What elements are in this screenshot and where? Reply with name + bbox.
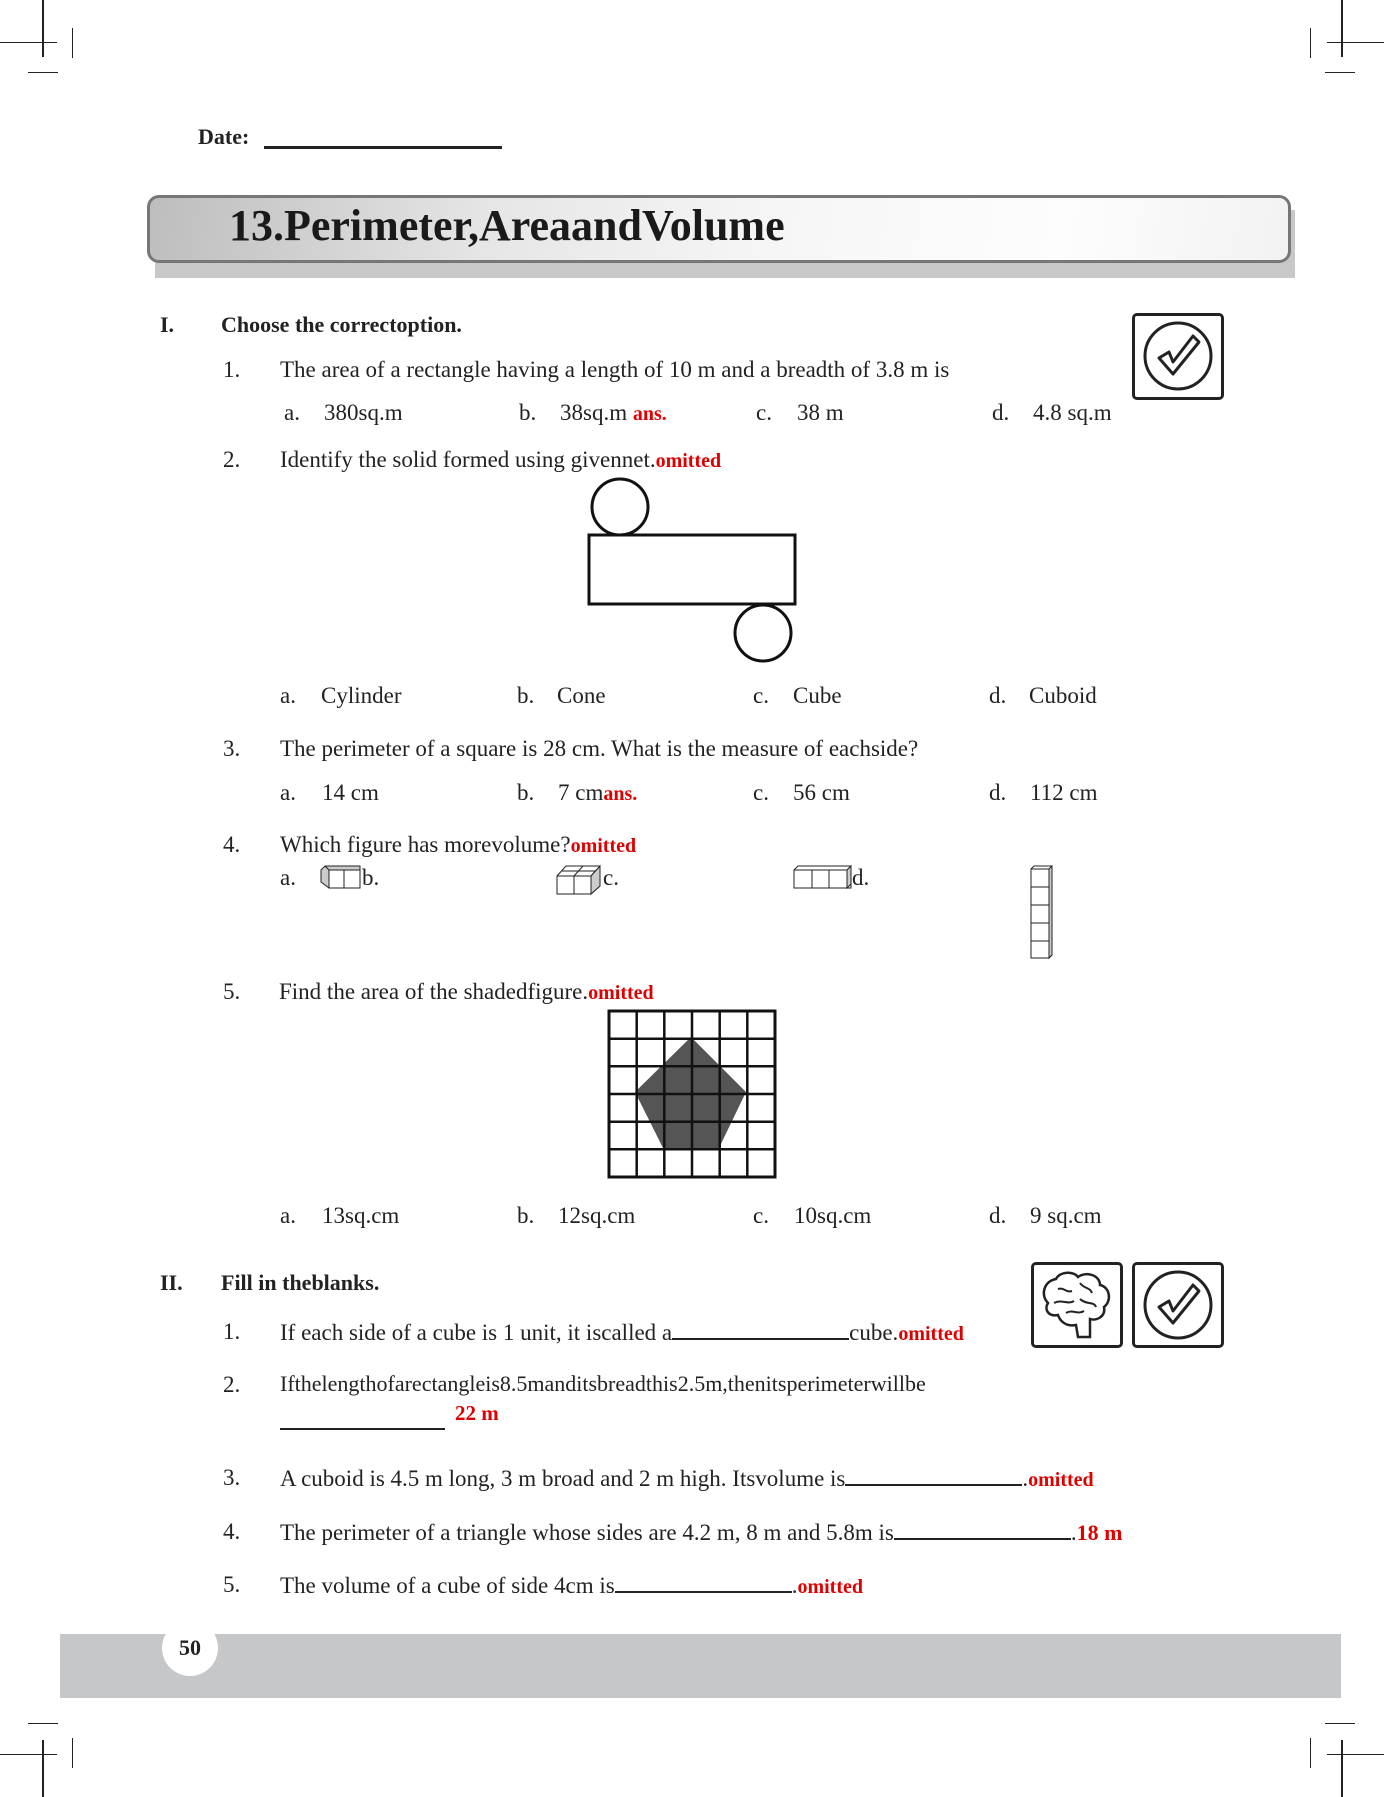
question-number: 4. [223, 832, 241, 857]
crop-mark [28, 1723, 58, 1724]
date-line [264, 146, 502, 149]
question-text: A cuboid is 4.5 m long, 3 m broad and 2 m high. Itsvolume is [280, 1466, 846, 1491]
fill-blank-question [280, 1573, 863, 1597]
option-text: 38 m [797, 400, 844, 425]
option-letter: d. [852, 865, 870, 890]
question-number: 3. [223, 736, 241, 761]
option-letter: a. [280, 865, 296, 890]
brain-icon-box [1031, 1262, 1123, 1348]
note: omitted [898, 1323, 964, 1345]
question-text [280, 833, 636, 856]
question-number: 2. [223, 1372, 241, 1397]
question-number: 1. [223, 357, 241, 382]
option-text: 112 cm [1030, 780, 1098, 805]
option-text: Cone [557, 683, 606, 708]
crop-mark [42, 0, 44, 57]
option-text: 9 sq.cm [1030, 1203, 1102, 1228]
option-letter: a. [284, 400, 300, 425]
option-letter: b. [517, 683, 535, 708]
option-letter: a. [280, 1203, 296, 1228]
crop-mark [28, 72, 58, 73]
page-number-badge [162, 1620, 218, 1676]
question-text: The volume of a cube of side 4cm is [280, 1573, 615, 1598]
tick-icon-box [1132, 313, 1224, 400]
note: 18 m [1076, 1520, 1123, 1545]
four-cube-figure [556, 864, 606, 896]
question-text: The perimeter of a triangle whose sides are 4.2 m, 8 m and 5.8m is [280, 1520, 894, 1545]
answer-blank[interactable] [615, 1573, 792, 1593]
checkmark-icon [1135, 1265, 1221, 1345]
option-text: 4.8 sq.m [1033, 400, 1112, 425]
question-text: Ifthelengthofarectangleis8.5manditsbreadthis2.5m,thenitsperimeterwillbe [280, 1371, 926, 1396]
option-letter: b. [362, 865, 380, 890]
crop-mark [1310, 28, 1311, 58]
question-number: 3. [223, 1465, 241, 1490]
section-number: II. [160, 1270, 183, 1295]
option-letter: d. [989, 683, 1007, 708]
answer-mark: ans. [632, 403, 667, 425]
crop-mark [1310, 1738, 1311, 1768]
option-letter: b. [517, 780, 535, 805]
crop-mark [1327, 1754, 1384, 1755]
option-letter: c. [756, 400, 772, 425]
question-text-end: . [1070, 1520, 1077, 1545]
question-text: The perimeter of a square is 28 cm. What is the measure of eachside? [280, 736, 919, 761]
section-heading: Fill in theblanks. [221, 1270, 380, 1295]
answer-note: 22 m [455, 1401, 499, 1425]
answer-blank[interactable] [672, 1320, 849, 1340]
crop-mark [1325, 1723, 1355, 1724]
section-number: I. [160, 312, 175, 337]
option-letter: c. [753, 683, 769, 708]
answer-blank[interactable] [894, 1520, 1071, 1540]
question-body: Find the area of the shadedfigure. [279, 979, 589, 1004]
fill-blank-question [280, 1320, 964, 1344]
option-text: 12sq.cm [558, 1203, 636, 1228]
chapter-title: 13.Perimeter,AreaandVolume [229, 201, 785, 250]
two-cube-figure [320, 864, 364, 892]
cylinder-net-figure [580, 470, 810, 670]
question-text: If each side of a cube is 1 unit, it iscalled a [280, 1320, 673, 1345]
option-letter: d. [989, 1203, 1007, 1228]
question-body: Which figure has morevolume? [280, 832, 571, 857]
question-text-end: . [791, 1573, 798, 1598]
option-letter: c. [753, 1203, 769, 1228]
option-value: 38sq.m [560, 400, 628, 425]
page-number: 50 [179, 1635, 201, 1660]
note: omitted [655, 450, 722, 472]
note: omitted [797, 1576, 863, 1598]
option-text: 13sq.cm [322, 1203, 400, 1228]
question-text-end: . [1022, 1466, 1029, 1491]
tick-icon-box [1132, 1262, 1224, 1348]
question-number: 2. [223, 447, 241, 472]
crop-mark [42, 1740, 44, 1797]
fill-blank-question [280, 1466, 1094, 1490]
crop-mark [0, 1754, 57, 1755]
crop-mark [72, 28, 73, 58]
five-cube-column-figure [1030, 865, 1054, 960]
note: omitted [570, 835, 637, 857]
footer-band [60, 1634, 1341, 1698]
answer-mark: ans. [603, 783, 638, 805]
fill-blank-question [280, 1520, 1122, 1544]
crop-mark [1327, 42, 1384, 43]
option-letter: b. [517, 1203, 535, 1228]
brain-icon [1034, 1265, 1120, 1345]
option-letter: d. [992, 400, 1010, 425]
question-text [280, 448, 721, 471]
option-text [558, 781, 637, 804]
question-number: 4. [223, 1519, 241, 1544]
option-text [560, 401, 667, 424]
answer-blank[interactable] [280, 1428, 445, 1430]
checkmark-icon [1135, 316, 1221, 397]
option-text: 380sq.m [324, 400, 403, 425]
option-letter: d. [989, 780, 1007, 805]
option-text: Cuboid [1029, 683, 1097, 708]
note: omitted [588, 982, 654, 1004]
question-text-end: cube. [849, 1320, 899, 1345]
option-letter: b. [519, 400, 537, 425]
note: omitted [1028, 1469, 1094, 1491]
three-cube-figure [793, 864, 853, 892]
option-value: 7 cm [558, 780, 604, 805]
crop-mark [1341, 0, 1343, 57]
option-letter: a. [280, 780, 296, 805]
crop-mark [72, 1738, 73, 1768]
question-number: 5. [223, 979, 241, 1004]
crop-mark [1341, 1740, 1343, 1797]
answer-blank[interactable] [845, 1466, 1022, 1486]
option-letter: a. [280, 683, 296, 708]
option-letter: c. [753, 780, 769, 805]
section-heading: Choose the correctoption. [221, 312, 462, 337]
option-text: 10sq.cm [794, 1203, 872, 1228]
crop-mark [1325, 72, 1355, 73]
option-text: Cylinder [321, 683, 402, 708]
shaded-pentagon-grid [607, 1009, 777, 1179]
crop-mark [0, 42, 57, 43]
option-text: 14 cm [322, 780, 379, 805]
option-text: 56 cm [793, 780, 850, 805]
option-text: Cube [793, 683, 842, 708]
question-body: Identify the solid formed using givennet. [280, 447, 656, 472]
question-text: The area of a rectangle having a length of 10 m and a breadth of 3.8 m is [280, 357, 950, 382]
date-label: Date: [198, 124, 250, 149]
question-text [279, 980, 654, 1003]
question-number: 1. [223, 1319, 241, 1344]
option-letter: c. [603, 865, 619, 890]
question-number: 5. [223, 1572, 241, 1597]
